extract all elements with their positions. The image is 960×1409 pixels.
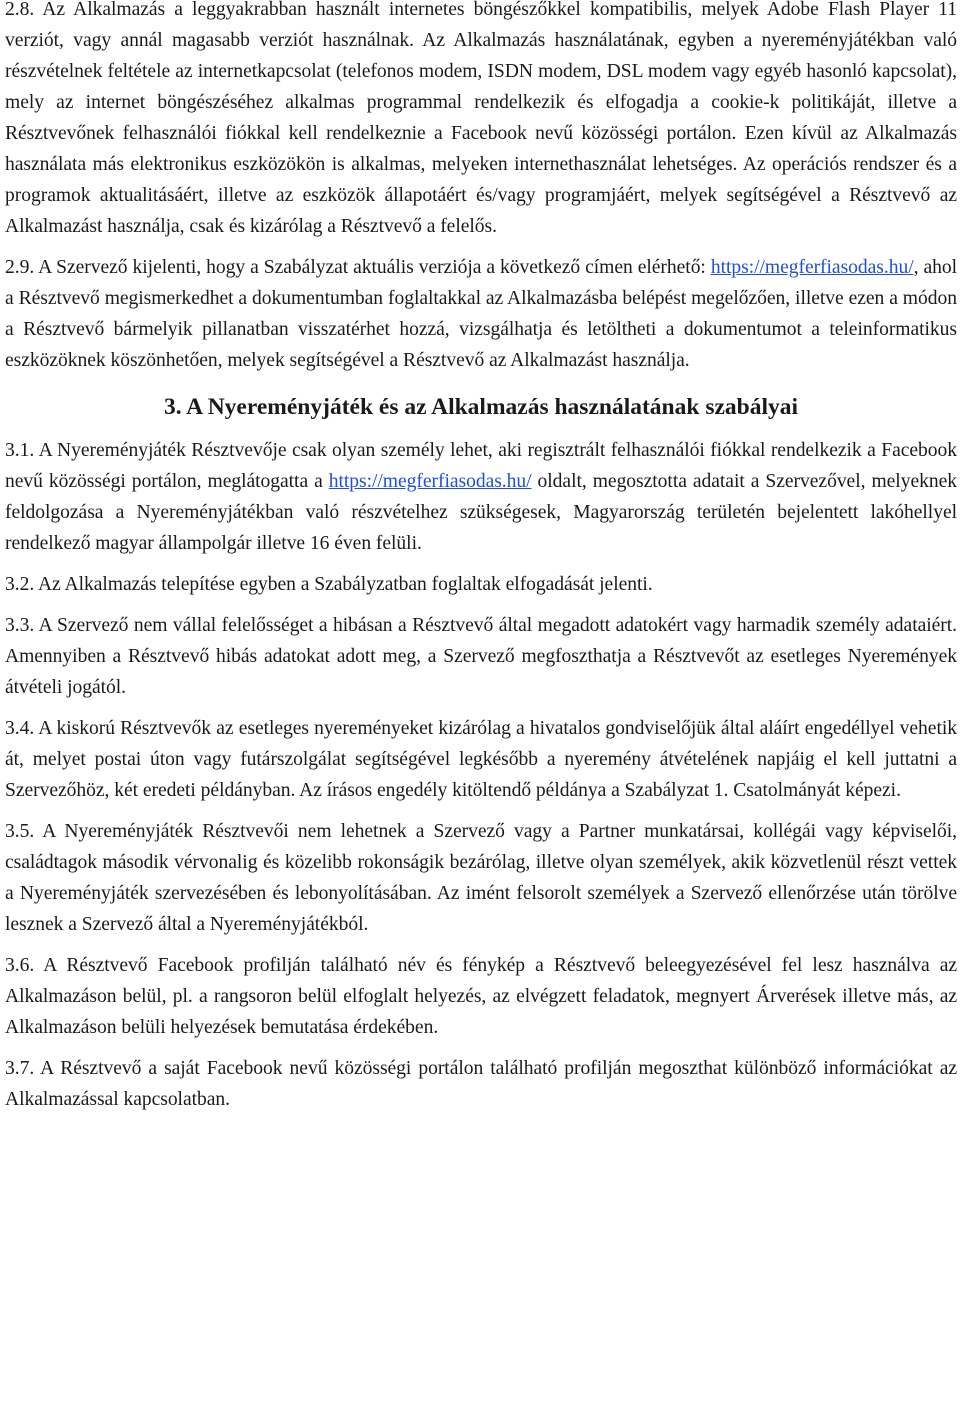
paragraph-3-1-text-before: 3.1. A Nyereményjáték Résztvevője csak olyan személy lehet, aki regisztrált felhasználói fiókkal rendelkezik a Facebook nevű közösségi portálon, meglátogatta a xyxy=(5,440,957,492)
rules-link[interactable]: https://megferfiasodas.hu/ xyxy=(710,257,914,278)
paragraph-3-1 xyxy=(5,435,957,559)
paragraph-3-3: 3.3. A Szervező nem vállal felelősséget a hibásan a Résztvevő által megadott adatokért vagy harmadik személy adataiért. Amennyiben a Résztvevő hibás adatokat adott meg, a Szervező megfoszthatja a Résztvevőt az esetleges Nyeremények átvételi jogától. xyxy=(5,615,957,698)
site-link[interactable]: https://megferfiasodas.hu/ xyxy=(328,471,532,492)
paragraph-3-4: 3.4. A kiskorú Résztvevők az esetleges nyereményeket kizárólag a hivatalos gondviselőjük által aláírt engedéllyel vehetik át, melyet postai úton vagy futárszolgálat segítségével legkésőbb a nyeremény átvételének napjáig el kell juttatni a Szervezőhöz, két eredeti példányban. Az írásos engedély kitöltendő példánya a Szabályzat 1. Csatolmányát képezi. xyxy=(5,718,957,801)
paragraph-2-9-text-before: 2.9. A Szervező kijelenti, hogy a Szabályzat aktuális verziója a következő címen elérhető: xyxy=(5,257,711,278)
paragraph-2-9 xyxy=(5,252,957,376)
paragraph-3-1-text-after: oldalt, megosztotta adatait a Szervezővel, melyeknek feldolgozása a Nyereményjátékban való részvételhez szükségesek, Magyarország területén bejelentett lakóhellyel rendelkező magyar állampolgár illetve 16 éven felüli. xyxy=(5,471,957,554)
paragraph-2-8: 2.8. Az Alkalmazás a leggyakrabban használt internetes böngészőkkel kompatibilis, melyek Adobe Flash Player 11 verziót, vagy annál magasabb verziót használnak. Az Alkalmazás használatának, egyben a nyereményjátékban való részvételnek feltétele az internetkapcsolat (telefonos modem, ISDN modem, DSL modem vagy egyéb hasonló kapcsolat), mely az internet böngészéséhez alkalmas programmal rendelkezik és elfogadja a cookie-k politikáját, illetve a Résztvevőnek felhasználói fiókkal kell rendelkeznie a Facebook nevű közösségi portálon. Ezen kívül az Alkalmazás használata más elektronikus eszközökön is alkalmas, melyeken internethasználat lehetséges. Az operációs rendszer és a programok aktualitásáért, illetve az eszközök állapotáért és/vagy programjáért, melyek segítségével a Résztvevő az Alkalmazást használja, csak és kizárólag a Résztvevő a felelős. xyxy=(5,0,957,237)
paragraph-3-5: 3.5. A Nyereményjáték Résztvevői nem lehetnek a Szervező vagy a Partner munkatársai, kollégái vagy képviselői, családtagok második vérvonalig és közelibb rokonságik bezárólag, illetve olyan személyek, akik közvetlenül részt vettek a Nyereményjáték szervezésében és lebonyolításában. Az imént felsorolt személyek a Szervező ellenőrzése után törölve lesznek a Szervező által a Nyereményjátékból. xyxy=(5,821,957,935)
paragraph-3-6: 3.6. A Résztvevő Facebook profilján található név és fénykép a Résztvevő beleegyezésével fel lesz használva az Alkalmazáson belül, pl. a rangsoron belül elfoglalt helyezés, az elvégzett feladatok, megnyert Árverések illetve más, az Alkalmazáson belüli helyezések bemutatása érdekében. xyxy=(5,955,957,1038)
document-page xyxy=(5,0,957,1115)
paragraph-3-2: 3.2. Az Alkalmazás telepítése egyben a Szabályzatban foglaltak elfogadását jelenti. xyxy=(5,574,653,595)
paragraph-3-7: 3.7. A Résztvevő a saját Facebook nevű közösségi portálon található profilján megoszthat különböző információkat az Alkalmazással kapcsolatban. xyxy=(5,1058,957,1110)
section-3-heading: 3. A Nyereményjáték és az Alkalmazás használatának szabályai xyxy=(163,394,799,420)
paragraph-2-9-text-after: , ahol a Résztvevő megismerkedhet a dokumentumban foglaltakkal az Alkalmazásba belépést megelőzően, illetve ezen a módon a Résztvevő bármelyik pillanatban visszatérhet hozzá, vizsgálhatja és letöltheti a dokumentumot a teleinformatikus eszközöknek köszönhetően, melyek segítségével a Résztvevő az Alkalmazást használja. xyxy=(5,257,957,371)
